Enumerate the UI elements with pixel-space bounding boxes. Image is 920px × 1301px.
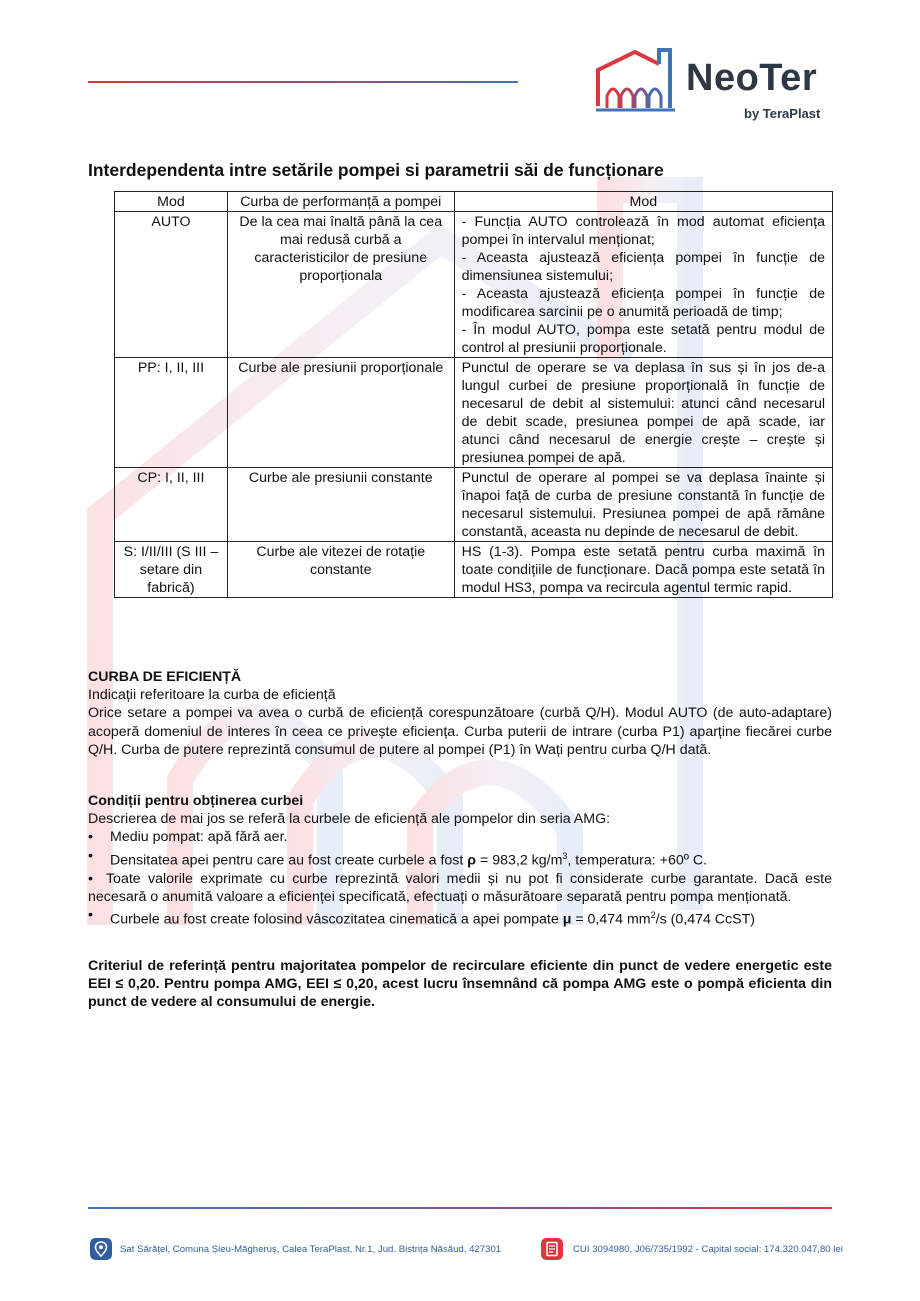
- brand-name: NeoTer: [686, 57, 818, 99]
- document-icon: [541, 1238, 563, 1260]
- viscosity-symbol: μ: [562, 911, 572, 928]
- bullet-icon: •: [88, 847, 93, 864]
- bullet-icon: •: [88, 870, 93, 887]
- mode-cell: AUTO: [115, 212, 228, 358]
- density-symbol: ρ: [467, 852, 477, 869]
- table-row: [115, 358, 833, 468]
- description-line: - Aceasta ajustează eficiența pompei în funcție de dimensiunea sistemului;: [461, 250, 825, 284]
- curve-cell: Curbe ale presiunii proporționale: [227, 358, 454, 468]
- table-header-cell: Mod: [454, 192, 832, 212]
- efficiency-heading: CURBA DE EFICIENȚĂ: [88, 669, 242, 685]
- description-line: - Funcția AUTO controlează în mod automat eficiența pompei în intervalul menționat;: [461, 214, 825, 248]
- mode-cell: PP: I, II, III: [115, 358, 228, 468]
- list-item-text: /s (0,474 CcST): [655, 911, 755, 928]
- settings-table: [114, 191, 833, 598]
- list-item-text: Toate valorile exprimate cu curbe reprezintă valori medii și nu pot fi considerate curbe garantate. Dacă este necesară o anumită valoare a eficienței specificată, efectuați o măsurătoare separată pentru pompa menționată.: [88, 870, 832, 905]
- list-item-text: Densitatea apei pentru care au fost create curbele a fost: [110, 852, 468, 869]
- table-row: [115, 468, 833, 542]
- efficiency-subheading: Indicații referitoare la curba de eficiență: [88, 687, 336, 704]
- bullet-icon: •: [88, 906, 93, 923]
- list-item-text: , temperatura: +60º C.: [567, 852, 708, 869]
- mode-cell: S: I/II/III (S III – setare din fabrică): [115, 542, 228, 598]
- list-item: [88, 870, 832, 906]
- list-item: [88, 847, 832, 870]
- list-item: [88, 828, 832, 846]
- superscript: 2: [650, 909, 656, 920]
- list-item: [88, 906, 832, 929]
- conditions-section: [88, 792, 832, 929]
- list-item-text: Mediu pompat: apă fără aer.: [110, 829, 288, 846]
- efficiency-paragraph: Orice setare a pompei va avea o curbă de eficiență corespunzătoare (curbă Q/H). Modul AUTO (de auto-adaptare) acoperă domeniul de interes în ceea ce privește eficiența. Curba puterii de intrare (curba P1) aparține fiecărei curbe Q/H. Curba de putere reprezintă consumul de putere al pompei (P1) în Wați pentru curba Q/H dată.: [88, 705, 832, 758]
- header-divider: [88, 81, 518, 83]
- bullet-icon: •: [88, 829, 93, 846]
- table-header-row: [115, 192, 833, 212]
- conditions-heading: Condiții pentru obținerea curbei: [88, 793, 304, 809]
- conditions-list: [88, 828, 832, 928]
- list-item-text: Curbele au fost create folosind vâscozitatea cinematică a apei pompate: [110, 911, 563, 928]
- footer-company-info: CUI 3094980, J06/735/1992 - Capital social: 174.320.047,80 lei: [573, 1244, 843, 1255]
- table-header-cell: Curba de performanță a pompei: [227, 192, 454, 212]
- mode-cell: CP: I, II, III: [115, 468, 228, 542]
- table-row: [115, 212, 833, 358]
- list-item-text: = 983,2 kg/m: [476, 852, 563, 869]
- curve-cell: De la cea mai înaltă până la cea mai redusă curbă a caracteristicilor de presiune proporționala: [227, 212, 454, 358]
- brand-tagline: by TeraPlast: [744, 106, 821, 121]
- description-cell: [454, 212, 832, 358]
- description-cell: Punctul de operare al pompei se va deplasa înainte și înapoi față de curba de presiune constantă în funcție de necesarul sistemului. Presiunea pompei de apă rămâne constantă, aceasta nu depinde de necesarul de debit.: [454, 468, 832, 542]
- description-line: - În modul AUTO, pompa este setată pentru modul de control al presiunii proporționale.: [461, 322, 825, 356]
- description-cell: Punctul de operare se va deplasa în sus și în jos de-a lungul curbei de presiune proporțională în funcție de necesarul de debit al sistemului: atunci când necesarul de debit scade, presiunea pompei de apă scade, iar atunci când necesarul de energie crește – crește și presiunea pompei de apă.: [454, 358, 832, 468]
- footer-divider: [88, 1207, 832, 1209]
- location-pin-icon: [90, 1238, 112, 1260]
- table-row: [115, 542, 833, 598]
- table-header-cell: Mod: [115, 192, 228, 212]
- list-item-text: = 0,474 mm: [571, 911, 651, 928]
- curve-cell: Curbe ale vitezei de rotație constante: [227, 542, 454, 598]
- page-title: Interdependenta intre setările pompei si parametrii săi de funcționare: [88, 160, 664, 180]
- footer-address: Sat Sărățel, Comuna Șieu-Măgheruș, Calea TeraPlast, Nr.1, Jud. Bistrița Năsăud, 427301: [120, 1244, 502, 1255]
- criterion-paragraph: Criteriul de referință pentru majoritatea pompelor de recirculare eficiente din punct de vedere energetic este EEI ≤ 0,20. Pentru pompa AMG, EEI ≤ 0,20, acest lucru însemnând că pompa AMG este o pompă eficienta din punct de vedere al consumului de energie.: [88, 958, 832, 1011]
- efficiency-section: [88, 668, 832, 759]
- superscript: 3: [562, 850, 568, 861]
- description-cell: HS (1-3). Pompa este setată pentru curba maximă în toate condițiile de funcționare. Dacă pompa este setată în modul HS3, pompa va recircula agentul termic rapid.: [454, 542, 832, 598]
- curve-cell: Curbe ale presiunii constante: [227, 468, 454, 542]
- conditions-intro: Descrierea de mai jos se referă la curbele de eficiență ale pompelor din seria AMG:: [88, 811, 611, 828]
- description-line: - Aceasta ajustează eficiența pompei în funcție de modificarea sarcinii pe o anumită perioadă de timp;: [461, 286, 825, 320]
